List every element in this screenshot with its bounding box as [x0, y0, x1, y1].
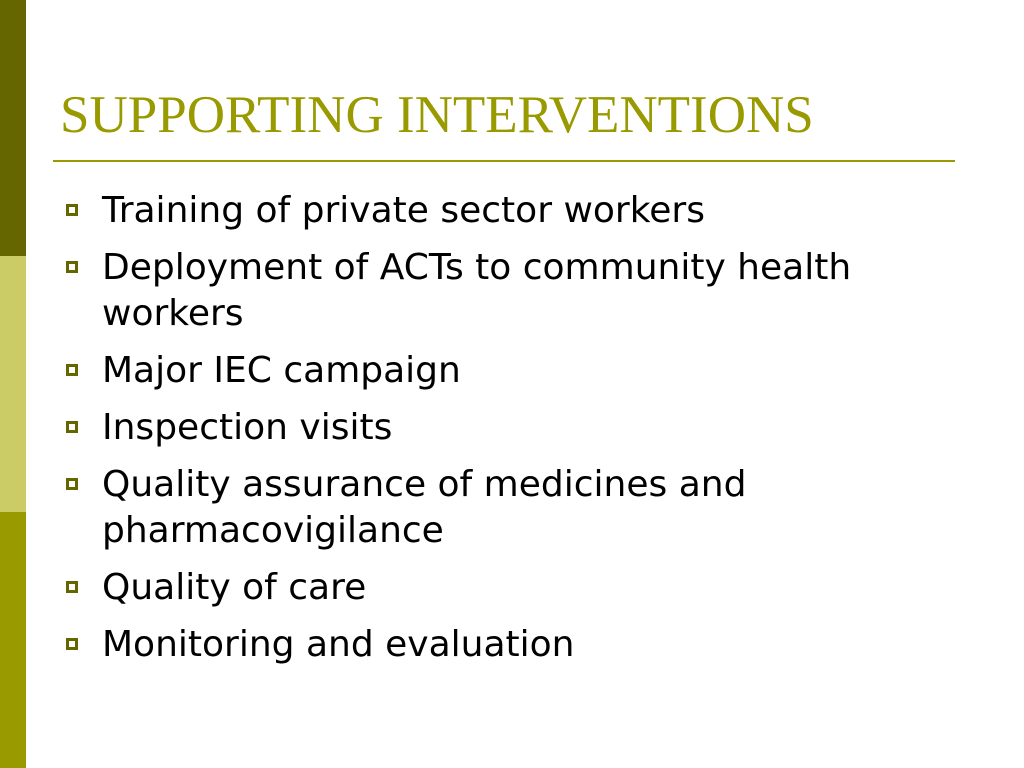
bullet-item	[62, 348, 952, 394]
bullet-list	[62, 188, 952, 679]
bullet-text: Deployment of ACTs to community health workers	[102, 247, 852, 334]
hollow-square-icon	[66, 261, 78, 273]
side-bar-mid	[0, 512, 26, 768]
title-underline	[53, 160, 955, 162]
bullet-item	[62, 565, 952, 611]
bullet-text: Training of private sector workers	[102, 190, 705, 231]
side-bar-dark	[0, 0, 26, 256]
bullet-item	[62, 462, 952, 554]
hollow-square-icon	[66, 364, 78, 376]
bullet-item	[62, 245, 952, 337]
hollow-square-icon	[66, 204, 78, 216]
bullet-text: Quality of care	[102, 567, 367, 608]
bullet-text: Inspection visits	[102, 407, 393, 448]
hollow-square-icon	[66, 581, 78, 593]
hollow-square-icon	[66, 421, 78, 433]
hollow-square-icon	[66, 638, 78, 650]
side-bar-light	[0, 256, 26, 512]
bullet-text: Monitoring and evaluation	[102, 624, 575, 665]
slide-title: SUPPORTING INTERVENTIONS	[60, 86, 814, 144]
bullet-text: Major IEC campaign	[102, 350, 461, 391]
bullet-item	[62, 405, 952, 451]
bullet-text: Quality assurance of medicines and pharmacovigilance	[102, 464, 747, 551]
hollow-square-icon	[66, 478, 78, 490]
bullet-item	[62, 622, 952, 668]
bullet-item	[62, 188, 952, 234]
